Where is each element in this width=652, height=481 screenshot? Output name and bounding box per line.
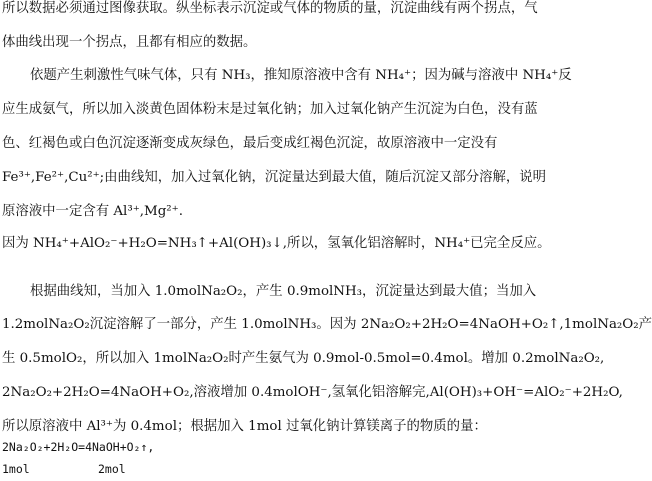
paragraph-line-1: 所以数据必须通过图像获取。纵坐标表示沉淀或气体的物质的量，沉淀曲线有两个拐点，气 xyxy=(2,1,538,16)
paragraph-line-5: 色、红褐色或白色沉淀逐渐变成灰绿色，最后变成红褐色沉淀，故原溶液中一定没有 xyxy=(2,136,498,151)
paragraph-line-7: 原溶液中一定含有 Al³⁺,Mg²⁺. xyxy=(2,204,184,219)
formula-line: 2Na₂O₂+2H₂O=4NaOH+O₂↑, xyxy=(2,440,155,454)
mole-right: 2mol xyxy=(98,462,126,476)
paragraph-line-13: 所以原溶液中 Al³⁺为 0.4mol；根据加入 1mol 过氧化钠计算镁离子的物质的量： xyxy=(2,419,487,434)
paragraph-line-2: 体曲线出现一个拐点，且都有相应的数据。 xyxy=(2,35,257,50)
paragraph-line-6: Fe³⁺,Fe²⁺,Cu²⁺;由曲线知，加入过氧化钠，沉淀量达到最大值，随后沉淀又部分溶解，说明 xyxy=(2,170,547,185)
paragraph-line-9: 根据曲线知，当加入 1.0molNa₂O₂，产生 0.9molNH₃，沉淀量达到最大值；当加入 xyxy=(30,284,537,299)
paragraph-line-4: 应生成氨气，所以加入淡黄色固体粉末是过氧化钠；加入过氧化钠产生沉淀为白色，没有蓝 xyxy=(2,102,538,117)
paragraph-line-11: 生 0.5molO₂，所以加入 1molNa₂O₂时产生氨气为 0.9mol-0.5mol=0.4mol。增加 0.2molNa₂O₂, xyxy=(2,351,605,366)
paragraph-line-8: 因为 NH₄⁺+AlO₂⁻+H₂O=NH₃↑+Al(OH)₃↓,所以，氢氧化铝溶解时，NH₄⁺已完全反应。 xyxy=(2,236,551,251)
paragraph-line-12: 2Na₂O₂+2H₂O=4NaOH+O₂,溶液增加 0.4molOH⁻,氢氧化铝溶解完,Al(OH)₃+OH⁻=AlO₂⁻+2H₂O, xyxy=(2,385,623,400)
paragraph-line-3: 依题产生刺激性气味气体，只有 NH₃，推知原溶液中含有 NH₄⁺；因为碱与溶液中 NH₄⁺反 xyxy=(30,68,572,83)
paragraph-line-10: 1.2molNa₂O₂沉淀溶解了一部分，产生 1.0molNH₃。因为 2Na₂O₂+2H₂O=4NaOH+O₂↑,1molNa₂O₂产 xyxy=(2,317,652,332)
mole-left: 1mol xyxy=(2,462,30,476)
